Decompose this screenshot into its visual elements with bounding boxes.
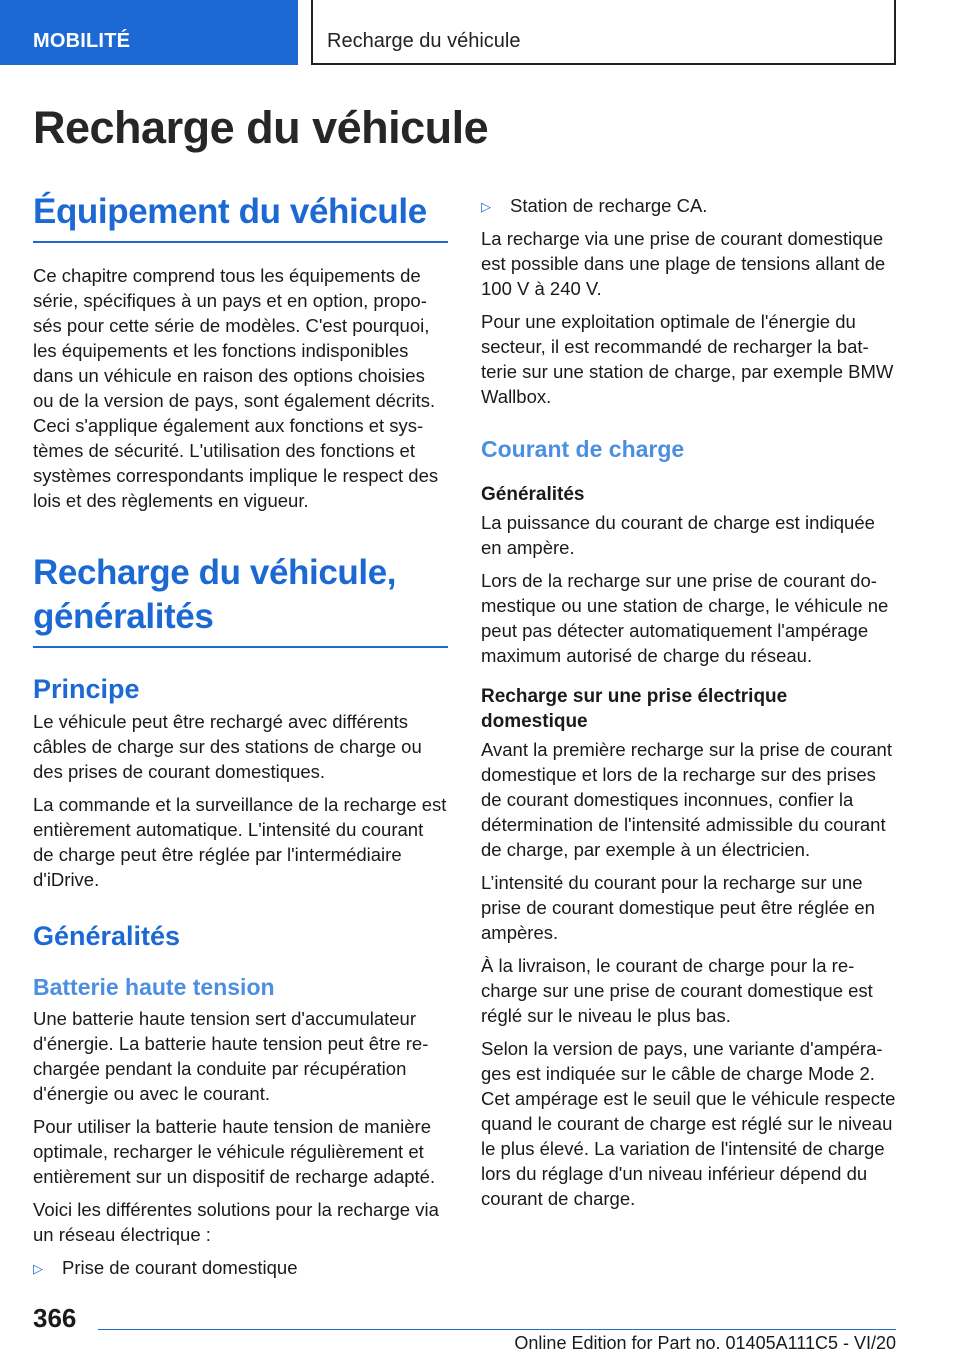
paragraph-battery-3: Voici les différentes solutions pour la recharge via un réseau électrique : (33, 1199, 439, 1245)
chapter-tab[interactable]: MOBILITÉ (0, 0, 298, 65)
heading-generalites: Généralités (33, 921, 181, 951)
paragraph-battery-1: Une batterie haute tension sert d'accumulateur d'énergie. La batterie haute tension peut être rechargée pendant la conduite par récupération d'énergie ou avec le courant. (33, 1008, 429, 1104)
paragraph-current-1: La puissance du courant de charge est indiquée en ampère. (481, 512, 875, 558)
heading-general-line2: généralités (33, 597, 214, 636)
footer-edition: Online Edition for Part no. 01405A111C5 - VI/20 (514, 1333, 896, 1353)
paragraph-domestic-2: L’intensité du courant pour la recharge sur une prise de courant domestique peut être réglée en ampères. (481, 872, 875, 943)
paragraph-current-2: Lors de la recharge sur une prise de courant domestique ou une station de charge, le véhicule ne peut pas détecter automatiquement l'ampérage maximum autorisé de charge du réseau. (481, 570, 889, 666)
paragraph-domestic-4: Selon la version de pays, une variante d'ampérages est indiquée sur le câble de charge Mode 2. Cet ampérage est le seuil que le véhicule respecte quand le courant de charge est réglé sur le niveau le plus élevé. La variation de l'intensité de charge lors du réglage d'un niveau inférieur dépend du courant de charge. (481, 1038, 896, 1209)
paragraph-domestic-1: Avant la première recharge sur la prise de courant domestique et lors de la recharge sur des prises de courant domestiques inconnues, confier la détermination de l'intensité admissible du courant de charge, par exemple à un électricien. (481, 739, 892, 860)
page-title: Recharge du véhicule (33, 102, 489, 153)
paragraph-recharge-2: Pour une exploitation optimale de l'énergie du secteur, il est recommandé de recharger la batterie sur une station de charge, par exemple BMW Wallbox. (481, 311, 894, 407)
heading-battery: Batterie haute tension (33, 974, 275, 1000)
paragraph-domestic-3: À la livraison, le courant de charge pour la recharge sur une prise de courant domestique est réglé sur le niveau le plus bas. (481, 955, 873, 1026)
heading-charging-current: Courant de charge (481, 436, 685, 462)
heading-general-line1: Recharge du véhicule, (33, 553, 397, 592)
section-tab[interactable]: Recharge du véhicule (311, 0, 896, 65)
paragraph-principle-2: La commande et la surveillance de la recharge est entièrement automatique. L'intensité du courant de charge peut être réglée par l'intermédiaire d'iDrive. (33, 794, 447, 890)
paragraph-principle-1: Le véhicule peut être rechargé avec différents câbles de charge sur des stations de charge ou des prises de courant domestiques. (33, 711, 422, 782)
heading-equipment: Équipement du véhicule (33, 190, 448, 243)
left-column (33, 190, 448, 1281)
paragraph-recharge-1: La recharge via une prise de courant domestique est possible dans une plage de tensions allant de 100 V à 240 V. (481, 228, 886, 299)
heading-general (33, 551, 448, 648)
footer-divider (98, 1329, 896, 1330)
right-column (481, 193, 896, 1211)
triangle-bullet-icon: ▷ (481, 199, 491, 214)
subheading-domestic-socket: Recharge sur une prise électrique domestique (481, 686, 788, 732)
list-item (33, 1255, 448, 1281)
page-number: 366 (33, 1303, 77, 1333)
subheading-generalites: Généralités (481, 484, 585, 505)
triangle-bullet-icon: ▷ (33, 1261, 43, 1276)
list-item-text: Station de recharge CA. (510, 195, 708, 216)
paragraph-equipment: Ce chapitre comprend tous les équipements de série, spécifiques à un pays et en option, proposés pour cette série de modèles. C'est pourquoi, les équipements et les fonctions indisponibles dans un véhicule en raison des options choisies ou de la version de pays, sont également décrits. Ceci s'applique également aux fonctions et systèmes de sécurité. L'utilisation des fonctions et systèmes correspondants implique le respect des lois et des règlements en vigueur. (33, 265, 439, 511)
list-item (481, 193, 896, 219)
paragraph-battery-2: Pour utiliser la batterie haute tension de manière optimale, recharger le véhicule régulièrement et entièrement sur un dispositif de recharge adapté. (33, 1116, 436, 1187)
list-item-text: Prise de courant domestique (62, 1257, 298, 1278)
heading-principle: Principe (33, 674, 140, 704)
